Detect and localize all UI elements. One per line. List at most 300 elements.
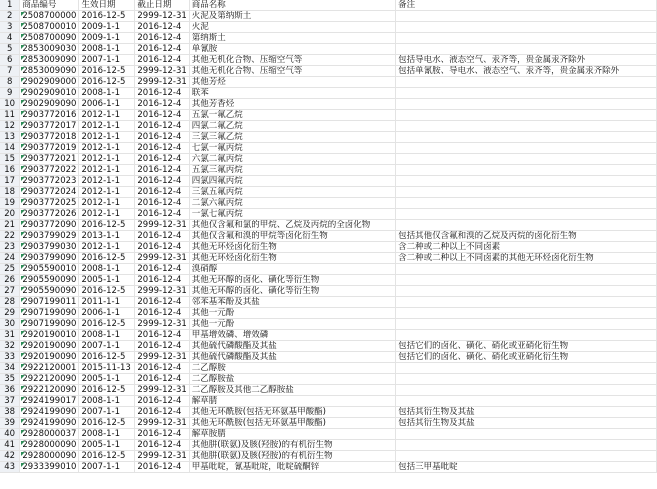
table-cell[interactable]: 2016-12-4 <box>135 165 189 176</box>
table-cell[interactable]: 其他无环醇的卤化、磺化等衍生物 <box>189 286 395 297</box>
table-cell[interactable]: 其他硫代磷酸酯及其盐 <box>189 341 395 352</box>
table-cell[interactable]: 2012-1-1 <box>79 132 135 143</box>
table-cell[interactable] <box>396 77 657 88</box>
row-number: 43 <box>0 462 20 473</box>
row-number: 7 <box>0 66 20 77</box>
table-cell[interactable]: 2999-12-31 <box>135 77 189 88</box>
error-indicator-icon <box>21 177 25 181</box>
table-cell[interactable]: 2016-12-4 <box>135 33 189 44</box>
table-cell[interactable] <box>396 330 657 341</box>
error-indicator-icon <box>21 45 25 49</box>
table-cell[interactable]: 其他仅含氟和溴的甲烷等卤化衍生物 <box>189 231 395 242</box>
table-cell[interactable] <box>396 385 657 396</box>
row-number: 31 <box>0 330 20 341</box>
table-cell[interactable]: 包括它们的卤化、磺化、硝化或亚硝化衍生物 <box>396 352 657 363</box>
table-row <box>0 55 657 66</box>
error-indicator-icon <box>21 67 25 71</box>
table-cell[interactable]: 2016-12-4 <box>135 209 189 220</box>
table-cell[interactable]: 2016-12-5 <box>79 220 135 231</box>
table-cell[interactable]: 2016-12-4 <box>135 231 189 242</box>
table-row <box>0 77 657 88</box>
row-number: 28 <box>0 297 20 308</box>
table-cell[interactable]: 2016-12-5 <box>79 451 135 462</box>
table-cell[interactable]: 五氯三氟丙烷 <box>189 165 395 176</box>
row-number: 16 <box>0 165 20 176</box>
table-cell[interactable] <box>396 176 657 187</box>
table-cell[interactable]: 2016-12-5 <box>79 418 135 429</box>
table-cell[interactable]: 七氯一氟丙烷 <box>189 143 395 154</box>
table-cell[interactable]: 2853009090 <box>20 55 79 66</box>
table-cell[interactable] <box>396 220 657 231</box>
error-indicator-icon <box>21 166 25 170</box>
table-cell[interactable]: 二乙醇胺 <box>189 363 395 374</box>
table-cell[interactable]: 2907199090 <box>20 308 79 319</box>
table-row <box>0 165 657 176</box>
error-indicator-icon <box>21 34 25 38</box>
table-cell[interactable]: 2008-1-1 <box>79 330 135 341</box>
table-cell[interactable]: 2016-12-5 <box>79 66 135 77</box>
row-number: 11 <box>0 110 20 121</box>
table-cell[interactable] <box>396 264 657 275</box>
table-cell[interactable]: 2999-12-31 <box>135 286 189 297</box>
table-cell[interactable]: 单氰胺 <box>189 44 395 55</box>
table-row <box>0 198 657 209</box>
row-number: 27 <box>0 286 20 297</box>
table-cell[interactable]: 第纳斯土 <box>189 33 395 44</box>
table-cell[interactable]: 2928000090 <box>20 440 79 451</box>
table-cell[interactable]: 2007-1-1 <box>79 462 135 473</box>
table-cell[interactable]: 2903799030 <box>20 242 79 253</box>
table-cell[interactable]: 2920190090 <box>20 352 79 363</box>
table-row <box>0 11 657 22</box>
column-header-cell[interactable]: 备注 <box>396 0 657 11</box>
table-row <box>0 462 657 473</box>
table-cell[interactable]: 2016-12-4 <box>135 22 189 33</box>
table-cell[interactable] <box>396 429 657 440</box>
table-cell[interactable]: 其他一元酚 <box>189 308 395 319</box>
table-cell[interactable] <box>396 286 657 297</box>
table-cell[interactable]: 2903772023 <box>20 176 79 187</box>
column-header-cell[interactable]: 生效日期 <box>79 0 135 11</box>
table-cell[interactable]: 其他无环烃卤化衍生物 <box>189 242 395 253</box>
error-indicator-icon <box>21 23 25 27</box>
table-cell[interactable]: 2907199090 <box>20 319 79 330</box>
table-cell[interactable] <box>396 187 657 198</box>
row-number: 17 <box>0 176 20 187</box>
row-number: 4 <box>0 33 20 44</box>
table-cell[interactable] <box>396 440 657 451</box>
table-cell[interactable]: 二氯六氟丙烷 <box>189 198 395 209</box>
table-cell[interactable]: 2016-12-4 <box>135 363 189 374</box>
table-cell[interactable]: 2016-12-4 <box>135 143 189 154</box>
table-cell[interactable]: 其他肼(联氨)及胲(羟胺)的有机衍生物 <box>189 451 395 462</box>
table-cell[interactable]: 2903772026 <box>20 209 79 220</box>
table-cell[interactable] <box>396 110 657 121</box>
table-cell[interactable]: 2012-1-1 <box>79 121 135 132</box>
table-cell[interactable]: 2905590010 <box>20 264 79 275</box>
table-cell[interactable]: 2008-1-1 <box>79 429 135 440</box>
table-cell[interactable]: 联苯 <box>189 88 395 99</box>
table-cell[interactable]: 包括导电水、液态空气、汞齐等，贵金属汞齐除外 <box>396 55 657 66</box>
table-cell[interactable]: 2016-12-5 <box>79 286 135 297</box>
table-cell[interactable] <box>396 209 657 220</box>
table-cell[interactable]: 其他芳香烃 <box>189 99 395 110</box>
table-cell[interactable]: 六氯二氟丙烷 <box>189 154 395 165</box>
table-cell[interactable] <box>396 319 657 330</box>
table-cell[interactable]: 2016-12-4 <box>135 44 189 55</box>
table-cell[interactable]: 2016-12-4 <box>135 308 189 319</box>
row-number: 10 <box>0 99 20 110</box>
table-cell[interactable]: 2016-12-4 <box>135 154 189 165</box>
table-row <box>0 154 657 165</box>
table-cell[interactable] <box>396 165 657 176</box>
table-row <box>0 429 657 440</box>
table-cell[interactable]: 2005-1-1 <box>79 440 135 451</box>
table-cell[interactable] <box>396 132 657 143</box>
table-row <box>0 110 657 121</box>
row-number: 22 <box>0 231 20 242</box>
table-cell[interactable]: 火泥及第纳斯土 <box>189 11 395 22</box>
table-cell[interactable]: 2999-12-31 <box>135 66 189 77</box>
table-cell[interactable]: 四氯二氟乙烷 <box>189 121 395 132</box>
table-cell[interactable] <box>396 198 657 209</box>
table-cell[interactable]: 2012-1-1 <box>79 143 135 154</box>
table-cell[interactable]: 2016-12-4 <box>135 429 189 440</box>
table-cell[interactable]: 含二种或二种以上不同卤素的其他无环烃卤化衍生物 <box>396 253 657 264</box>
table-cell[interactable]: 2903772018 <box>20 132 79 143</box>
table-cell[interactable]: 二乙醇胺盐 <box>189 374 395 385</box>
table-cell[interactable]: 2007-1-1 <box>79 55 135 66</box>
error-indicator-icon <box>21 375 25 379</box>
error-indicator-icon <box>21 353 25 357</box>
table-cell[interactable]: 2008-1-1 <box>79 396 135 407</box>
table-row <box>0 319 657 330</box>
table-cell[interactable]: 2016-12-4 <box>135 242 189 253</box>
table-cell[interactable] <box>396 11 657 22</box>
table-cell[interactable]: 2903799029 <box>20 231 79 242</box>
error-indicator-icon <box>21 210 25 214</box>
table-cell[interactable]: 2999-12-31 <box>135 385 189 396</box>
table-cell[interactable]: 2902909000 <box>20 77 79 88</box>
table-cell[interactable]: 2903772024 <box>20 187 79 198</box>
table-cell[interactable] <box>396 44 657 55</box>
table-cell[interactable]: 2924199090 <box>20 418 79 429</box>
table-cell[interactable]: 2009-1-1 <box>79 33 135 44</box>
table-cell[interactable] <box>396 22 657 33</box>
error-indicator-icon <box>21 331 25 335</box>
table-cell[interactable] <box>396 143 657 154</box>
table-cell[interactable]: 2016-12-4 <box>135 110 189 121</box>
table-cell[interactable]: 2016-12-4 <box>135 341 189 352</box>
table-row <box>0 264 657 275</box>
row-number: 5 <box>0 44 20 55</box>
table-cell[interactable] <box>396 297 657 308</box>
table-cell[interactable]: 2016-12-4 <box>135 264 189 275</box>
error-indicator-icon <box>21 155 25 159</box>
table-cell[interactable]: 2999-12-31 <box>135 418 189 429</box>
table-cell[interactable]: 2016-12-4 <box>135 187 189 198</box>
header-row <box>0 0 657 11</box>
table-cell[interactable]: 2016-12-5 <box>79 352 135 363</box>
table-row <box>0 451 657 462</box>
table-cell[interactable]: 2016-12-4 <box>135 330 189 341</box>
table-row <box>0 330 657 341</box>
table-row <box>0 143 657 154</box>
table-cell[interactable]: 其他芳烃 <box>189 77 395 88</box>
error-indicator-icon <box>21 276 25 280</box>
table-cell[interactable]: 甲基吡啶，氰基吡啶，吡啶硫酮锌 <box>189 462 395 473</box>
table-cell[interactable]: 其他一元酚 <box>189 319 395 330</box>
row-number: 23 <box>0 242 20 253</box>
table-cell[interactable]: 2012-1-1 <box>79 154 135 165</box>
table-cell[interactable]: 2008-1-1 <box>79 44 135 55</box>
table-cell[interactable]: 2902909090 <box>20 99 79 110</box>
table-cell[interactable]: 2016-12-4 <box>135 55 189 66</box>
table-cell[interactable]: 三氯五氟丙烷 <box>189 187 395 198</box>
table-cell[interactable]: 四氯四氟丙烷 <box>189 176 395 187</box>
table-cell[interactable]: 其他无环烃卤化衍生物 <box>189 253 395 264</box>
row-number: 1 <box>0 0 20 11</box>
error-indicator-icon <box>21 430 25 434</box>
table-cell[interactable]: 2999-12-31 <box>135 220 189 231</box>
error-indicator-icon <box>21 320 25 324</box>
table-cell[interactable] <box>396 33 657 44</box>
table-row <box>0 22 657 33</box>
table-cell[interactable]: 2015-11-13 <box>79 363 135 374</box>
table-cell[interactable]: 三氯三氟乙烷 <box>189 132 395 143</box>
table-cell[interactable]: 包括它们的卤化、磺化、硝化或亚硝化衍生物 <box>396 341 657 352</box>
table-cell[interactable]: 2922120001 <box>20 363 79 374</box>
error-indicator-icon <box>21 287 25 291</box>
row-number: 9 <box>0 88 20 99</box>
table-cell[interactable] <box>396 396 657 407</box>
row-number: 30 <box>0 319 20 330</box>
table-cell[interactable] <box>396 99 657 110</box>
table-cell[interactable]: 2853009090 <box>20 66 79 77</box>
table-cell[interactable] <box>396 363 657 374</box>
table-cell[interactable]: 2903772025 <box>20 198 79 209</box>
row-number: 42 <box>0 451 20 462</box>
table-cell[interactable]: 2920190090 <box>20 341 79 352</box>
row-number: 8 <box>0 77 20 88</box>
table-row <box>0 297 657 308</box>
table-cell[interactable]: 2905590090 <box>20 286 79 297</box>
table-cell[interactable]: 2016-12-5 <box>79 11 135 22</box>
table-cell[interactable]: 其他仅含氟和氯的甲烷、乙烷及丙烷的全卤化物 <box>189 220 395 231</box>
table-cell[interactable] <box>396 88 657 99</box>
table-cell[interactable]: 2902909010 <box>20 88 79 99</box>
table-cell[interactable]: 其他肼(联氨)及胲(羟胺)的有机衍生物 <box>189 440 395 451</box>
table-cell[interactable]: 2999-12-31 <box>135 352 189 363</box>
table-cell[interactable]: 2012-1-1 <box>79 209 135 220</box>
error-indicator-icon <box>21 386 25 390</box>
table-cell[interactable]: 2006-1-1 <box>79 308 135 319</box>
table-cell[interactable]: 2508700010 <box>20 22 79 33</box>
table-cell[interactable]: 2016-12-4 <box>135 132 189 143</box>
table-cell[interactable]: 2012-1-1 <box>79 176 135 187</box>
table-row <box>0 286 657 297</box>
row-number: 32 <box>0 341 20 352</box>
table-cell[interactable]: 包括三甲基吡啶 <box>396 462 657 473</box>
table-cell[interactable]: 其他无机化合物、压缩空气等 <box>189 66 395 77</box>
table-cell[interactable]: 2016-12-4 <box>135 462 189 473</box>
error-indicator-icon <box>21 221 25 225</box>
table-cell[interactable] <box>396 308 657 319</box>
table-cell[interactable] <box>396 154 657 165</box>
table-cell[interactable]: 2016-12-5 <box>79 253 135 264</box>
table-cell[interactable]: 2016-12-4 <box>135 275 189 286</box>
column-header-cell[interactable]: 商品编号 <box>20 0 79 11</box>
table-cell[interactable]: 2508700000 <box>20 11 79 22</box>
row-number: 33 <box>0 352 20 363</box>
table-cell[interactable]: 解草腈 <box>189 396 395 407</box>
table-cell[interactable]: 一氯七氟丙烷 <box>189 209 395 220</box>
table-cell[interactable]: 2016-12-5 <box>79 385 135 396</box>
table-cell[interactable]: 2905590090 <box>20 275 79 286</box>
row-number: 21 <box>0 220 20 231</box>
table-cell[interactable]: 2903772022 <box>20 165 79 176</box>
table-cell[interactable]: 2007-1-1 <box>79 341 135 352</box>
table-cell[interactable]: 2903772021 <box>20 154 79 165</box>
table-cell[interactable]: 其他无机化合物、压缩空气等 <box>189 55 395 66</box>
table-cell[interactable]: 2011-1-1 <box>79 297 135 308</box>
table-cell[interactable]: 2012-1-1 <box>79 165 135 176</box>
error-indicator-icon <box>21 254 25 258</box>
table-cell[interactable]: 2012-1-1 <box>79 110 135 121</box>
table-cell[interactable] <box>396 451 657 462</box>
table-cell[interactable]: 火泥 <box>189 22 395 33</box>
table-row <box>0 176 657 187</box>
column-header-cell[interactable]: 商品名称 <box>189 0 395 11</box>
table-cell[interactable]: 2013-1-1 <box>79 231 135 242</box>
row-number: 24 <box>0 253 20 264</box>
table-cell[interactable]: 2922120090 <box>20 385 79 396</box>
table-cell[interactable]: 2016-12-4 <box>135 374 189 385</box>
table-cell[interactable]: 包括其他仅含氟和溴的乙烷及丙烷的卤化衍生物 <box>396 231 657 242</box>
table-cell[interactable]: 2907199011 <box>20 297 79 308</box>
table-cell[interactable]: 2922120090 <box>20 374 79 385</box>
error-indicator-icon <box>21 89 25 93</box>
row-number: 13 <box>0 132 20 143</box>
table-cell[interactable]: 2007-1-1 <box>79 407 135 418</box>
table-cell[interactable]: 2012-1-1 <box>79 242 135 253</box>
table-cell[interactable]: 包括其衍生物及其盐 <box>396 418 657 429</box>
table-cell[interactable]: 其他硫代磷酸酯及其盐 <box>189 352 395 363</box>
table-cell[interactable]: 2999-12-31 <box>135 253 189 264</box>
row-number: 40 <box>0 429 20 440</box>
table-cell[interactable]: 2508700090 <box>20 33 79 44</box>
error-indicator-icon <box>21 265 25 269</box>
table-cell[interactable]: 二乙醇胺及其他二乙醇胺盐 <box>189 385 395 396</box>
table-cell[interactable]: 2928000037 <box>20 429 79 440</box>
table-cell[interactable]: 2999-12-31 <box>135 451 189 462</box>
table-cell[interactable]: 2006-1-1 <box>79 99 135 110</box>
error-indicator-icon <box>21 309 25 313</box>
table-row <box>0 440 657 451</box>
column-header-cell[interactable]: 截止日期 <box>135 0 189 11</box>
table-cell[interactable]: 2924199090 <box>20 407 79 418</box>
table-cell[interactable]: 2928000090 <box>20 451 79 462</box>
table-cell[interactable]: 2903772016 <box>20 110 79 121</box>
row-number: 3 <box>0 22 20 33</box>
error-indicator-icon <box>21 133 25 137</box>
table-cell[interactable] <box>396 374 657 385</box>
table-cell[interactable]: 2016-12-4 <box>135 440 189 451</box>
error-indicator-icon <box>21 397 25 401</box>
table-cell[interactable]: 2008-1-1 <box>79 264 135 275</box>
table-cell[interactable]: 解草胺腈 <box>189 429 395 440</box>
table-cell[interactable]: 甲基增效磷、增效磷 <box>189 330 395 341</box>
table-row <box>0 99 657 110</box>
table-cell[interactable]: 包括其衍生物及其盐 <box>396 407 657 418</box>
table-cell[interactable]: 其他无环酰胺(包括无环氨基甲酸酯) <box>189 418 395 429</box>
row-number: 18 <box>0 187 20 198</box>
table-cell[interactable]: 2933399010 <box>20 462 79 473</box>
table-cell[interactable] <box>396 121 657 132</box>
error-indicator-icon <box>21 419 25 423</box>
table-cell[interactable]: 2016-12-4 <box>135 297 189 308</box>
table-cell[interactable]: 2920190010 <box>20 330 79 341</box>
table-cell[interactable]: 邻苯基苯酚及其盐 <box>189 297 395 308</box>
table-row <box>0 363 657 374</box>
table-cell[interactable]: 五氯一氟乙烷 <box>189 110 395 121</box>
table-cell[interactable]: 2016-12-4 <box>135 396 189 407</box>
table-cell[interactable]: 2903799090 <box>20 253 79 264</box>
table-cell[interactable]: 2903772019 <box>20 143 79 154</box>
table-cell[interactable]: 2012-1-1 <box>79 187 135 198</box>
table-cell[interactable]: 2016-12-5 <box>79 319 135 330</box>
table-cell[interactable]: 2924199017 <box>20 396 79 407</box>
table-cell[interactable]: 2016-12-5 <box>79 77 135 88</box>
table-cell[interactable] <box>396 275 657 286</box>
table-cell[interactable]: 2016-12-4 <box>135 407 189 418</box>
row-number: 38 <box>0 407 20 418</box>
table-cell[interactable]: 含二种或二种以上不同卤素 <box>396 242 657 253</box>
table-row <box>0 44 657 55</box>
table-cell[interactable]: 其他无环酰胺(包括无环氨基甲酸酯) <box>189 407 395 418</box>
table-cell[interactable]: 2005-1-1 <box>79 275 135 286</box>
table-cell[interactable]: 2903772017 <box>20 121 79 132</box>
row-number: 41 <box>0 440 20 451</box>
row-number: 12 <box>0 121 20 132</box>
table-cell[interactable]: 2016-12-4 <box>135 99 189 110</box>
error-indicator-icon <box>21 243 25 247</box>
table-cell[interactable]: 2999-12-31 <box>135 11 189 22</box>
table-cell[interactable]: 其他无环醇的卤化、磺化等衍生物 <box>189 275 395 286</box>
table-cell[interactable]: 2016-12-4 <box>135 176 189 187</box>
table-row <box>0 132 657 143</box>
error-indicator-icon <box>21 12 25 16</box>
table-cell[interactable]: 2016-12-4 <box>135 121 189 132</box>
row-number: 14 <box>0 143 20 154</box>
table-cell[interactable]: 2903772090 <box>20 220 79 231</box>
table-cell[interactable]: 溴硝醇 <box>189 264 395 275</box>
table-cell[interactable]: 2008-1-1 <box>79 88 135 99</box>
error-indicator-icon <box>21 56 25 60</box>
table-cell[interactable]: 2016-12-4 <box>135 198 189 209</box>
table-cell[interactable]: 2016-12-4 <box>135 88 189 99</box>
table-row <box>0 121 657 132</box>
row-number: 36 <box>0 385 20 396</box>
table-cell[interactable]: 2853009030 <box>20 44 79 55</box>
table-cell[interactable]: 包括单氰胺、导电水、液态空气、汞齐等，贵金属汞齐除外 <box>396 66 657 77</box>
table-cell[interactable]: 2005-1-1 <box>79 374 135 385</box>
error-indicator-icon <box>21 122 25 126</box>
row-number: 37 <box>0 396 20 407</box>
table-cell[interactable]: 2999-12-31 <box>135 319 189 330</box>
table-cell[interactable]: 2009-1-1 <box>79 22 135 33</box>
table-cell[interactable]: 2012-1-1 <box>79 198 135 209</box>
